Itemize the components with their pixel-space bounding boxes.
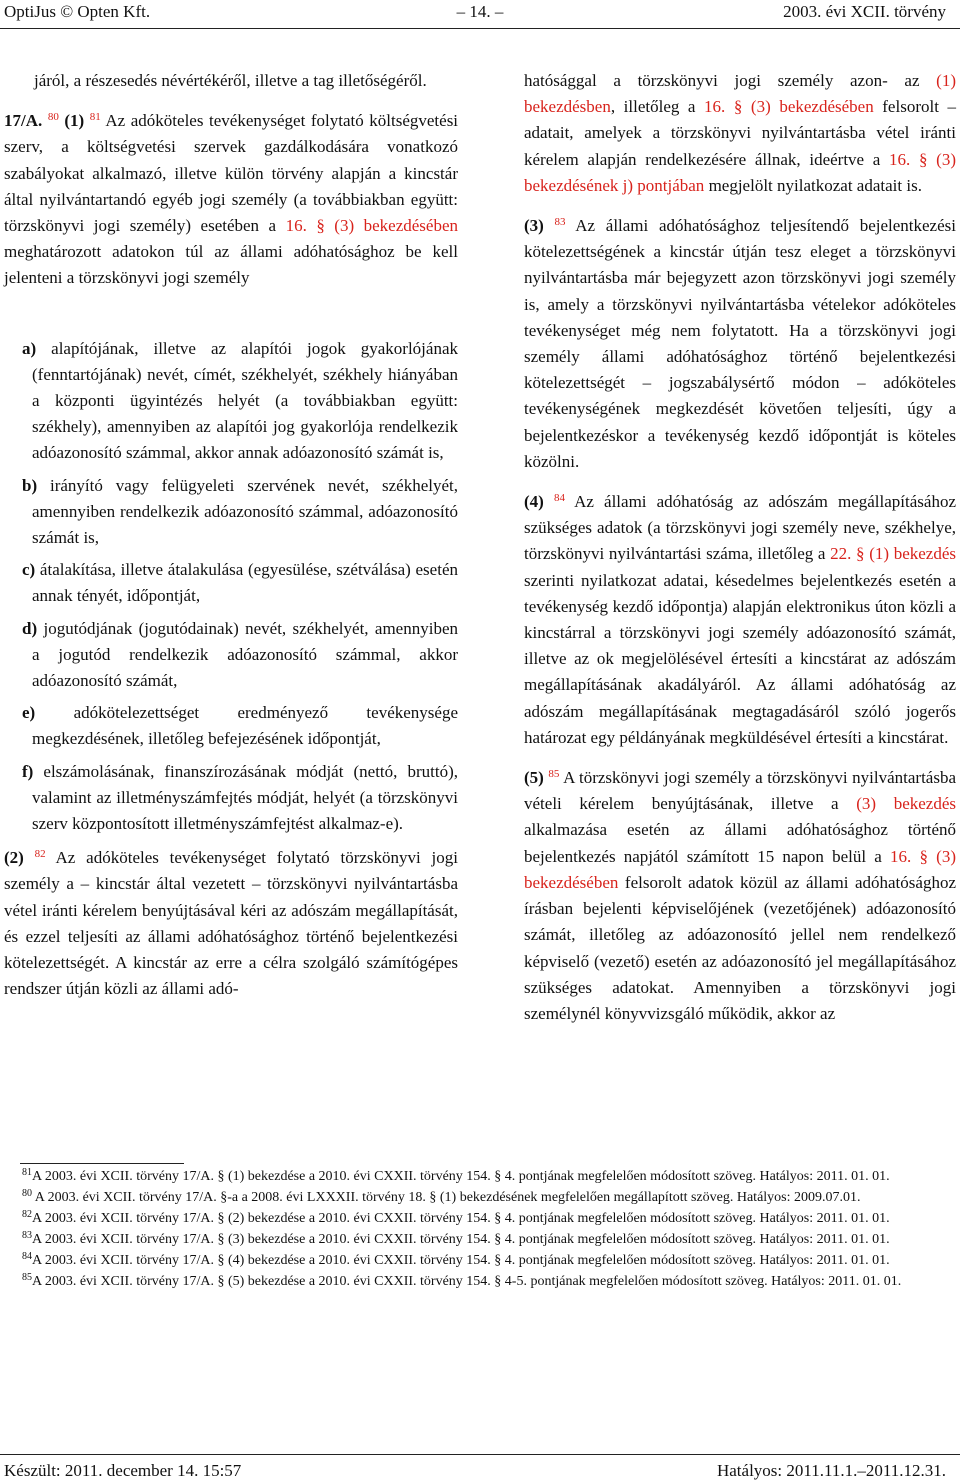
list-item-label: b): [22, 475, 38, 495]
footnote-ref-84[interactable]: 84: [553, 492, 565, 505]
list-item-text: elszámolásának, finanszírozásának módját (nettó, bruttó), valamint az illetményszámfejtés módját, helyét (a törzskönyvi szerv központosított illetményszámfejtést alkalmaz-e).: [32, 761, 458, 834]
footnote-85: [4, 1271, 956, 1292]
list-item-text: adókötelezettséget eredményező tevékenysége megkezdésének, illetőleg befejezésének időpontját,: [32, 703, 458, 749]
footnote-text: A 2003. évi XCII. törvény 17/A. § (2) bekezdése a 2010. évi CXXII. törvény 154. § 4. pontjának megfelelően módosított szöveg. Hatályos: 2011. 01. 01.: [32, 1211, 890, 1226]
list-item-label: c): [22, 560, 36, 580]
footnotes-section: [4, 1166, 956, 1292]
list-item-text: alapítójának, illetve az alapítói jogok gyakorlójának (fenntartójának) nevét, címét, székhelyét, székhely hiányában a központi ügyintézés helyét (a továbbiakban együtt: székhely), amennyiben az alapítói jog gyakorlója rendelkezik adóazonosító számmal, akkor annak adóazonosító számát is,: [32, 338, 458, 463]
header-page-number: – 14. –: [456, 2, 504, 21]
cross-reference-link[interactable]: 16. § (3) bekezdésében: [704, 97, 874, 117]
footnote-number: 82: [22, 1209, 32, 1220]
list-item-b: [4, 473, 458, 552]
section-17a-paragraph-1: [4, 108, 458, 291]
footnote-number: 85: [22, 1272, 32, 1283]
list-item-text: jogutódjának (jogutódainak) nevét, székhelyét, amennyiben a jogutód rendelkezik adóazonosító számmal, akkor adóazonosító számát,: [32, 618, 458, 691]
paragraph-text: megjelölt nyilatkozat adatait is.: [704, 175, 922, 195]
paragraph-number: (5): [524, 768, 544, 788]
footnote-number: 81: [22, 1167, 32, 1178]
paragraph-text: szerinti nyilatkozat adatai, késedelmes bejelentkezés esetén a tevékenység kezdő időpontja) alapján elektronikus úton közli a kincstárral a törzskönyvi jogi személy adóazonosító számát, illetve az ok megjelölésével értesíti a kincstárat az adószám megállapításának akadályáról. Az állami adóhatóság az adószám megállapításának megtagadásáról szóló jogerős határozat egy példányának megküldésével értesíti a kincstárat.: [524, 570, 956, 747]
footnote-text: A 2003. évi XCII. törvény 17/A. § (4) bekezdése a 2010. évi CXXII. törvény 154. § 4. pontjának megfelelően módosított szöveg. Hatályos: 2011. 01. 01.: [32, 1253, 890, 1268]
header-law-title: 2003. évi XCII. törvény: [783, 2, 946, 21]
right-column: [524, 68, 956, 1027]
paragraph-text: hatósággal a törzskönyvi jogi személy azon- az: [524, 71, 937, 90]
footnote-80: [4, 1187, 956, 1208]
footnote-ref-85[interactable]: 85: [548, 768, 560, 781]
footnote-81: [4, 1166, 956, 1187]
paragraph-5: [524, 765, 956, 1027]
cross-reference-link[interactable]: 16. § (3) bekezdésében: [524, 846, 956, 892]
list-item-a: [4, 336, 458, 467]
list-item-text: irányító vagy felügyeleti szervének nevét, székhelyét, amennyiben rendelkezik adóazonosító számmal, adóazonosító számát is,: [32, 475, 458, 548]
paragraph-number: (1): [64, 111, 85, 131]
footnote-text: A 2003. évi XCII. törvény 17/A. § (1) bekezdése a 2010. évi CXXII. törvény 154. § 4. pontjának megfelelően módosított szöveg. Hatályos: 2011. 01. 01.: [32, 1169, 890, 1184]
paragraph-text: , illetőleg a: [610, 97, 705, 117]
paragraph-number: (4): [524, 492, 544, 512]
paragraph-text: Az adóköteles tevékenységet folytató törzskönyvi jogi személy a – kincstár által vezetett – törzskönyvi nyilvántartásba vétel iránti kérelem benyújtásával kéri az adószám megállapítását, és ezzel teljesíti az állami adóhatósághoz történő bejelentkezési kötelezettségét. A kincstár az erre a célra szolgáló számítógépes rendszer útján közli az állami adó-: [4, 848, 459, 999]
list-item-text: átalakítása, illetve átalakulása (egyesülése, szétválása) esetén annak tényét, időpontját,: [32, 560, 458, 606]
cross-reference-link[interactable]: (1) bekezdésben: [524, 71, 956, 117]
footer-created-date: Készült: 2011. december 14. 15:57: [4, 1461, 242, 1480]
paragraph-2: [4, 845, 458, 1002]
list-item-c: [4, 557, 458, 609]
footer-effective-period: Hatályos: 2011.11.1.–2011.12.31.: [716, 1461, 946, 1480]
footnote-divider: [20, 1163, 184, 1164]
footnote-text: A 2003. évi XCII. törvény 17/A. § (5) bekezdése a 2010. évi CXXII. törvény 154. § 4-5. pontjának megfelelően módosított szöveg. Hatályos: 2011. 01. 01.: [32, 1274, 902, 1289]
list-item-f: [4, 759, 458, 838]
cross-reference-link[interactable]: 16. § (3) bekezdésének j) pontjában: [524, 149, 956, 195]
enumerated-list: [4, 336, 458, 838]
paragraph-text: A törzskönyvi jogi személy a törzskönyvi nyilvántartásba vételi kérelem benyújtásának, illetve a: [524, 768, 957, 814]
footnote-82: [4, 1208, 956, 1229]
footnote-ref-82[interactable]: 82: [34, 848, 46, 861]
paragraph-text: alkalmazása esetén az állami adóhatósághoz történő bejelentkezés napjától számított 15 napon belül a: [524, 820, 956, 866]
paragraph-4: [524, 489, 956, 751]
footnote-number: 84: [22, 1251, 32, 1262]
footnote-ref-81[interactable]: 81: [89, 111, 101, 124]
header-publisher: OptiJus © Opten Kft.: [4, 2, 151, 21]
intro-paragraph: járól, a részesedés névértékéről, illetve a tag illetőségéről.: [34, 71, 427, 90]
footnote-ref-83[interactable]: 83: [554, 216, 566, 229]
paragraph-text: meghatározott adatokon túl az állami adóhatósághoz be kell jelenteni a törzskönyvi jogi személy: [4, 242, 458, 288]
cross-reference-link[interactable]: 16. § (3) bekezdésében: [285, 216, 458, 236]
list-item-d: [4, 616, 458, 695]
footnote-84: [4, 1250, 956, 1271]
paragraph-number: (3): [524, 216, 544, 236]
list-item-label: e): [22, 703, 36, 723]
footnote-number: 83: [22, 1230, 32, 1241]
paragraph-3: [524, 213, 956, 475]
paragraph-number: (2): [4, 848, 24, 868]
footnote-number: 80: [22, 1188, 32, 1199]
paragraph-text: Az állami adóhatóság az adószám megállapításához szükséges adatok (a törzskönyvi jogi személy neve, székhelye, törzskönyvi nyilvántartási száma, illetőleg a: [524, 492, 956, 564]
section-label: 17/A.: [4, 111, 43, 131]
list-item-label: a): [22, 338, 37, 358]
footnote-ref-80[interactable]: 80: [47, 111, 59, 124]
cross-reference-link[interactable]: 22. § (1) bekezdés: [830, 544, 956, 564]
cross-reference-link[interactable]: (3) bekezdés: [856, 794, 956, 814]
paragraph-text: felsorolt adatok közül az állami adóhatósághoz írásban bejelenti képviselőjének (vezetőjének) adóazonosító számát, illetőleg az adóazonosító jellel nem rendelkező képviselő (vezető) esetén az adóazonosító jel megállapításához szükséges adatokat. Amennyiben a törzskönyvi jogi személynél könyvvizsgáló működik, akkor az: [524, 872, 956, 1023]
footnote-text: A 2003. évi XCII. törvény 17/A. § (3) bekezdése a 2010. évi CXXII. törvény 154. § 4. pontjának megfelelően módosított szöveg. Hatályos: 2011. 01. 01.: [32, 1232, 890, 1247]
list-item-label: d): [22, 618, 38, 638]
list-item-e: [4, 700, 458, 752]
header-divider: [0, 28, 960, 29]
left-column: [4, 68, 458, 1003]
footer-divider: [0, 1454, 960, 1455]
list-item-label: f): [22, 761, 34, 781]
paragraph-text: Az adóköteles tevékenységet folytató költségvetési szerv, a költségvetési szervek gazdálkodására vonatkozó szabályokat alkalmazó, illetve külön törvény alapján a kincstár által nyilvántartandó egyéb jogi személy (a továbbiakban együtt: törzskönyvi jogi személy) esetében a: [4, 111, 459, 236]
paragraph-text: felsorolt – adatait, amelyek a törzskönyvi nyilvántartásba vétel iránti kérelem alapján rendelkezésére állnak, ideértve a: [524, 97, 956, 169]
footnote-text: A 2003. évi XCII. törvény 17/A. §-a a 2008. évi LXXXII. törvény 18. § (1) bekezdésének megfelelően megállapított szöveg. Hatályos: 2009.07.01.: [32, 1190, 861, 1205]
paragraph-text: Az állami adóhatósághoz teljesítendő bejelentkezési kötelezettségének a kincstár útján tesz eleget a törzskönyvi nyilvántartásba már bejegyzett azon törzskönyvi jogi személy is, amely a törzskönyvi nyilvántartásba vételekor adóköteles tevékenységet még nem folytatott. Ha a törzskönyvi jogi személy állami adóhatósághoz történő bejelentkezési kötelezettségét – jogszabálysértő módon – adóköteles tevékenységének megkezdését követően teljesíti, úgy a bejelentkezéskor a tevékenység kezdő időpontját is köteles közölni.: [524, 216, 956, 471]
continuation-paragraph: [524, 68, 956, 199]
footnote-83: [4, 1229, 956, 1250]
